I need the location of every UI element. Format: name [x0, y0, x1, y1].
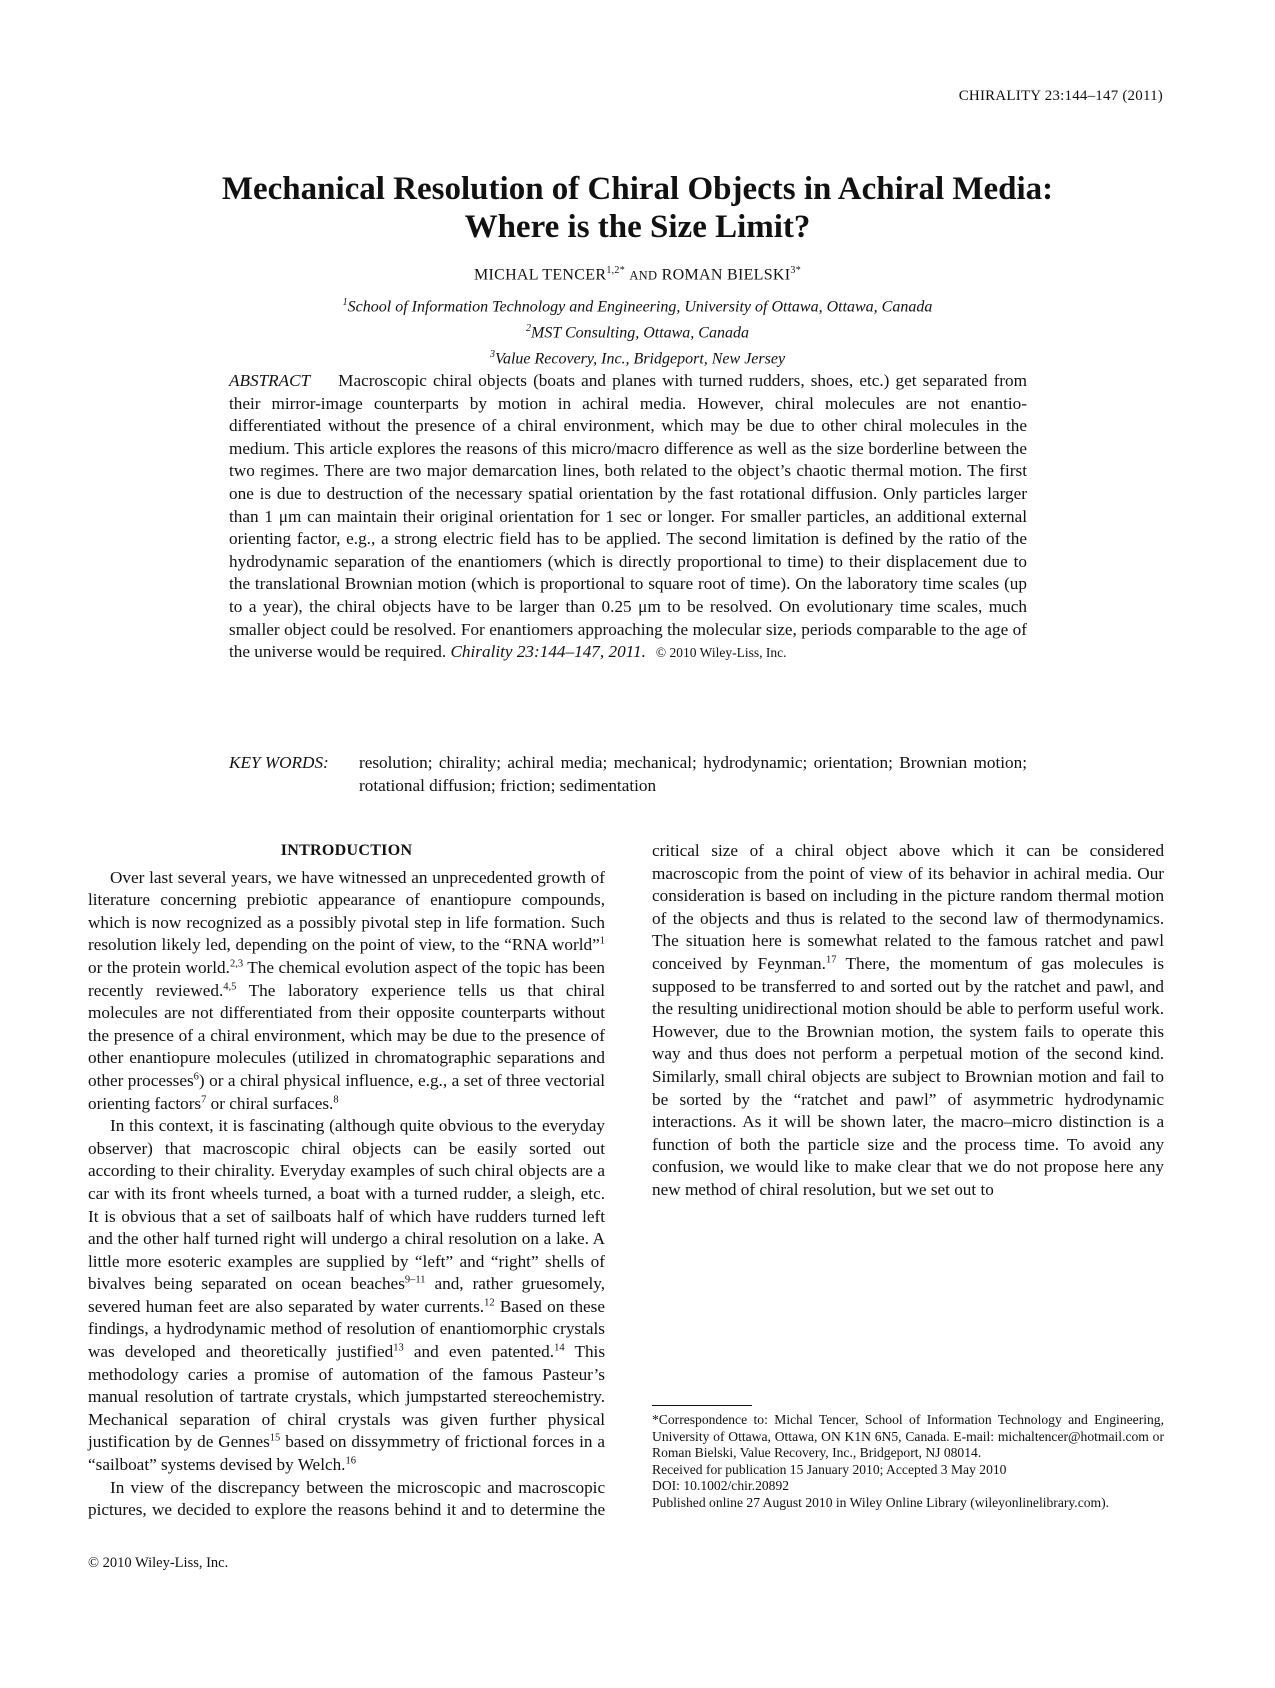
author-affiliation-mark: 3*: [790, 265, 802, 276]
footnotes: [652, 1412, 1164, 1511]
affiliation-mark: 2: [526, 322, 532, 334]
published-note: Published online 27 August 2010 in Wiley Online Library (wileyonlinelibrary.com).: [652, 1494, 1110, 1510]
paragraph: In view of the discrepancy between the microscopic and macroscopic pictures, we decided to explore the reasons behind it and to determine the: [88, 1477, 606, 1520]
affiliation: [0, 292, 1275, 318]
correspondence-note: *Correspondence to: Michal Tencer, School of Information Technology and Engineering, University of Ottawa, Ottawa, ON K1N 6N5, Canada. E-mail: michaltencer@hotmail.com or Roman Bielski, Value Recovery, Inc., Bridgeport, NJ 08014.: [652, 1412, 1164, 1460]
abstract-copyright: © 2010 Wiley-Liss, Inc.: [655, 645, 787, 661]
paragraph: In this context, it is fascinating (although quite obvious to the everyday observer) that macroscopic chiral objects can be easily sorted out according to their chirality. Everyday examples of such chiral objects are a car with its front wheels turned, a boat with a turned rudder, a sleigh, etc. It is obvious that a set of sailboats half of which have rudders turned left and the other half turned right will undergo a chiral resolution on a lake. A little more esoteric examples are supplied by “left” and “right” shells of bivalves being separated on ocean beaches$^{9-11}$ and, rather gruesomely, severed human feet are also separated by water currents.$^{12}$ Based on these findings, a hydrodynamic method of resolution of enantiomorphic crystals was developed and theoretically justified$^{13}$ and even patented.$^{14}$ This methodology caries a promise of automation of the famous Pasteur’s manual resolution of tartrate crystals, which jumpstarted stereochemistry. Mechanical separation of chiral crystals was given further physical justification by de Gennes$^{15}$ based on dissymmetry of frictional forces in a “sailboat” systems devised by Welch.$^{16}$: [88, 1116, 606, 1475]
received-note: Received for publication 15 January 2010; Accepted 3 May 2010: [652, 1461, 1007, 1477]
author-conjunction: AND: [629, 268, 658, 283]
author-name: ROMAN BIELSKI: [661, 266, 791, 284]
keywords-label: KEY WORDS:: [229, 753, 329, 772]
keywords: [229, 752, 1027, 797]
paragraph: Over last several years, we have witnessed an unprecedented growth of literature concerning prebiotic appearance of enantiopure compounds, which is now recognized as a possibly pivotal step in life formation. Such resolution likely led, depending on the point of view, to the “RNA world”$^1$ or the protein world.$^{2,3}$ The chemical evolution aspect of the topic has been recently reviewed.$^{4,5}$ The laboratory experience tells us that chiral molecules are not differentiated from their opposite counterparts without the presence of a chiral environment, which may be due to the presence of other enantiopure molecules (utilized in chromatographic separations and other processes$^6$) or a chiral physical influence, e.g., a set of three vectorial orienting factors$^7$ or chiral surfaces.$^8$: [88, 867, 605, 1113]
affiliation-text: Value Recovery, Inc., Bridgeport, New Jersey: [494, 349, 786, 367]
author-name: MICHAL TENCER: [473, 266, 607, 284]
title-line-2: Where is the Size Limit?: [464, 209, 811, 245]
affiliation-text: MST Consulting, Ottawa, Canada: [531, 324, 749, 342]
author-list: [0, 265, 1275, 284]
bottom-copyright: © 2010 Wiley-Liss, Inc.: [88, 1555, 229, 1571]
affiliation-text: School of Information Technology and Engineering, University of Ottawa, Ottawa, Canada: [347, 298, 933, 316]
affiliation: [0, 344, 1275, 370]
affiliation-mark: 3: [489, 348, 495, 360]
affiliation-mark: 1: [342, 297, 348, 308]
abstract: [229, 370, 1027, 665]
doi-note: DOI: 10.1002/chir.20892: [652, 1478, 790, 1493]
paragraph-continued: critical size of a chiral object above which it can be considered macroscopic from the point of view of its behavior in achiral media. Our consideration is based on including in the picture random thermal motion of the objects and thus is related to the second law of thermodynamics. The situation here is somewhat related to the famous ratchet and pawl conceived by Feynman.$^{17}$ There, the momentum of gas molecules is supposed to be transferred to and sorted out by the ratchet and pawl, and the resulting unidirectional motion should be able to perform useful work. However, due to the Brownian motion, the system fails to operate this way and thus does not perform a perpetual motion of the second kind. Similarly, small chiral objects are subject to Brownian motion and fail to be sorted by the “ratchet and pawl” of asymmetric hydrodynamic interactions. As it will be shown later, the macro–micro distinction is a function of both the particle size and the process time. To avoid any confusion, we would like to make clear that we do not propose here any new method of chiral resolution, but we set out to: [652, 841, 1165, 1199]
section-heading: INTRODUCTION: [280, 842, 413, 859]
abstract-label: ABSTRACT: [229, 371, 311, 390]
journal-reference: CHIRALITY 23:144–147 (2011): [958, 88, 1163, 104]
affiliations: [0, 292, 1275, 369]
paper-title: [0, 170, 1275, 246]
abstract-citation: Chirality 23:144–147, 2011.: [450, 642, 646, 662]
keywords-text: resolution; chirality; achiral media; mechanical; hydrodynamic; orientation; Brownian motion; rotational diffusion; friction; sedimentation: [359, 753, 1027, 795]
right-column: [652, 840, 1164, 1202]
left-column: [88, 840, 605, 1522]
affiliation: [0, 318, 1275, 344]
footnote-divider: [652, 1405, 752, 1406]
title-line-1: Mechanical Resolution of Chiral Objects in Achiral Media:: [221, 171, 1054, 207]
author-affiliation-mark: 1,2*: [606, 265, 626, 276]
abstract-text: Macroscopic chiral objects (boats and planes with turned rudders, shoes, etc.) get separated from their mirror-image counterparts by motion in achiral media. However, chiral molecules are not enantio-differentiated without the presence of a chiral environment, which may be due to other chiral molecules in the medium. This article explores the reasons of this micro/macro difference as well as the size borderline between the two regimes. There are two major demarcation lines, both related to the object’s chaotic thermal motion. The first one is due to destruction of the necessary spatial orientation by the fast rotational diffusion. Only particles larger than 1 μm can maintain their original orientation for 1 sec or longer. For smaller particles, an additional external orienting factor, e.g., a strong electric field has to be applied. The second limitation is defined by the ratio of the hydrodynamic separation of the enantiomers (which is directly proportional to time) to their displacement due to the translational Brownian motion (which is proportional to square root of time). On the laboratory time scales (up to a year), the chiral objects have to be larger than 0.25 μm to be resolved. On evolutionary time scales, much smaller object could be resolved. For enantiomers approaching the molecular size, periods comparable to the age of the universe would be required.: [229, 371, 1027, 662]
